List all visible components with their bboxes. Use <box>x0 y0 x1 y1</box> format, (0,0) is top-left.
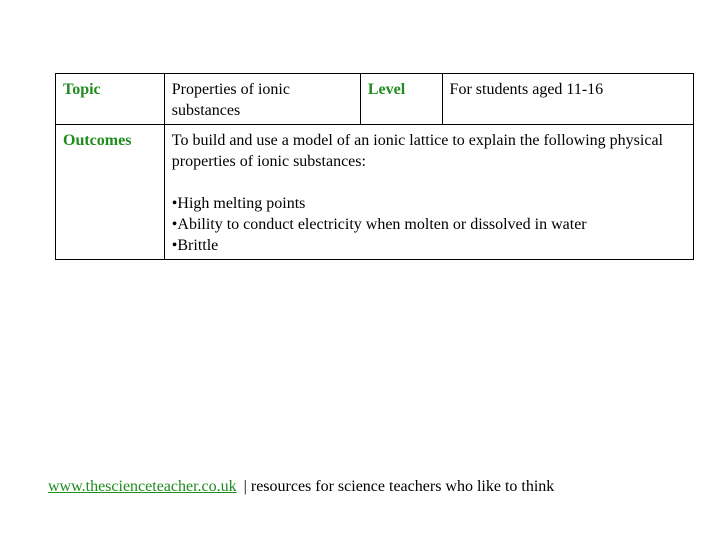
list-item: •Ability to conduct electricity when molten or dissolved in water <box>171 216 587 233</box>
outcomes-intro: To build and use a model of an ionic lattice to explain the following physical properties of ionic substances: <box>171 132 663 170</box>
outcomes-list <box>172 193 686 256</box>
spacer <box>172 172 686 193</box>
list-item: •Brittle <box>171 237 219 254</box>
level-value: For students aged 11-16 <box>449 81 604 98</box>
footer-tagline: | resources for science teachers who like to think <box>243 478 555 495</box>
table-row-outcomes <box>56 125 694 260</box>
footer <box>48 476 554 497</box>
outcomes-value-cell <box>164 125 693 260</box>
outcomes-label: Outcomes <box>63 132 132 149</box>
list-item: •High melting points <box>171 195 306 212</box>
level-label-cell <box>360 74 442 125</box>
topic-label-cell <box>56 74 165 125</box>
level-value-cell <box>442 74 693 125</box>
table-row-topic <box>56 74 694 125</box>
lesson-info-table <box>55 73 694 260</box>
topic-value-cell <box>164 74 360 125</box>
website-link[interactable]: www.thescienceteacher.co.uk <box>48 478 237 495</box>
level-label: Level <box>367 81 406 98</box>
topic-label: Topic <box>63 81 101 98</box>
topic-value: Properties of ionic substances <box>171 81 290 119</box>
outcomes-label-cell <box>56 125 165 260</box>
